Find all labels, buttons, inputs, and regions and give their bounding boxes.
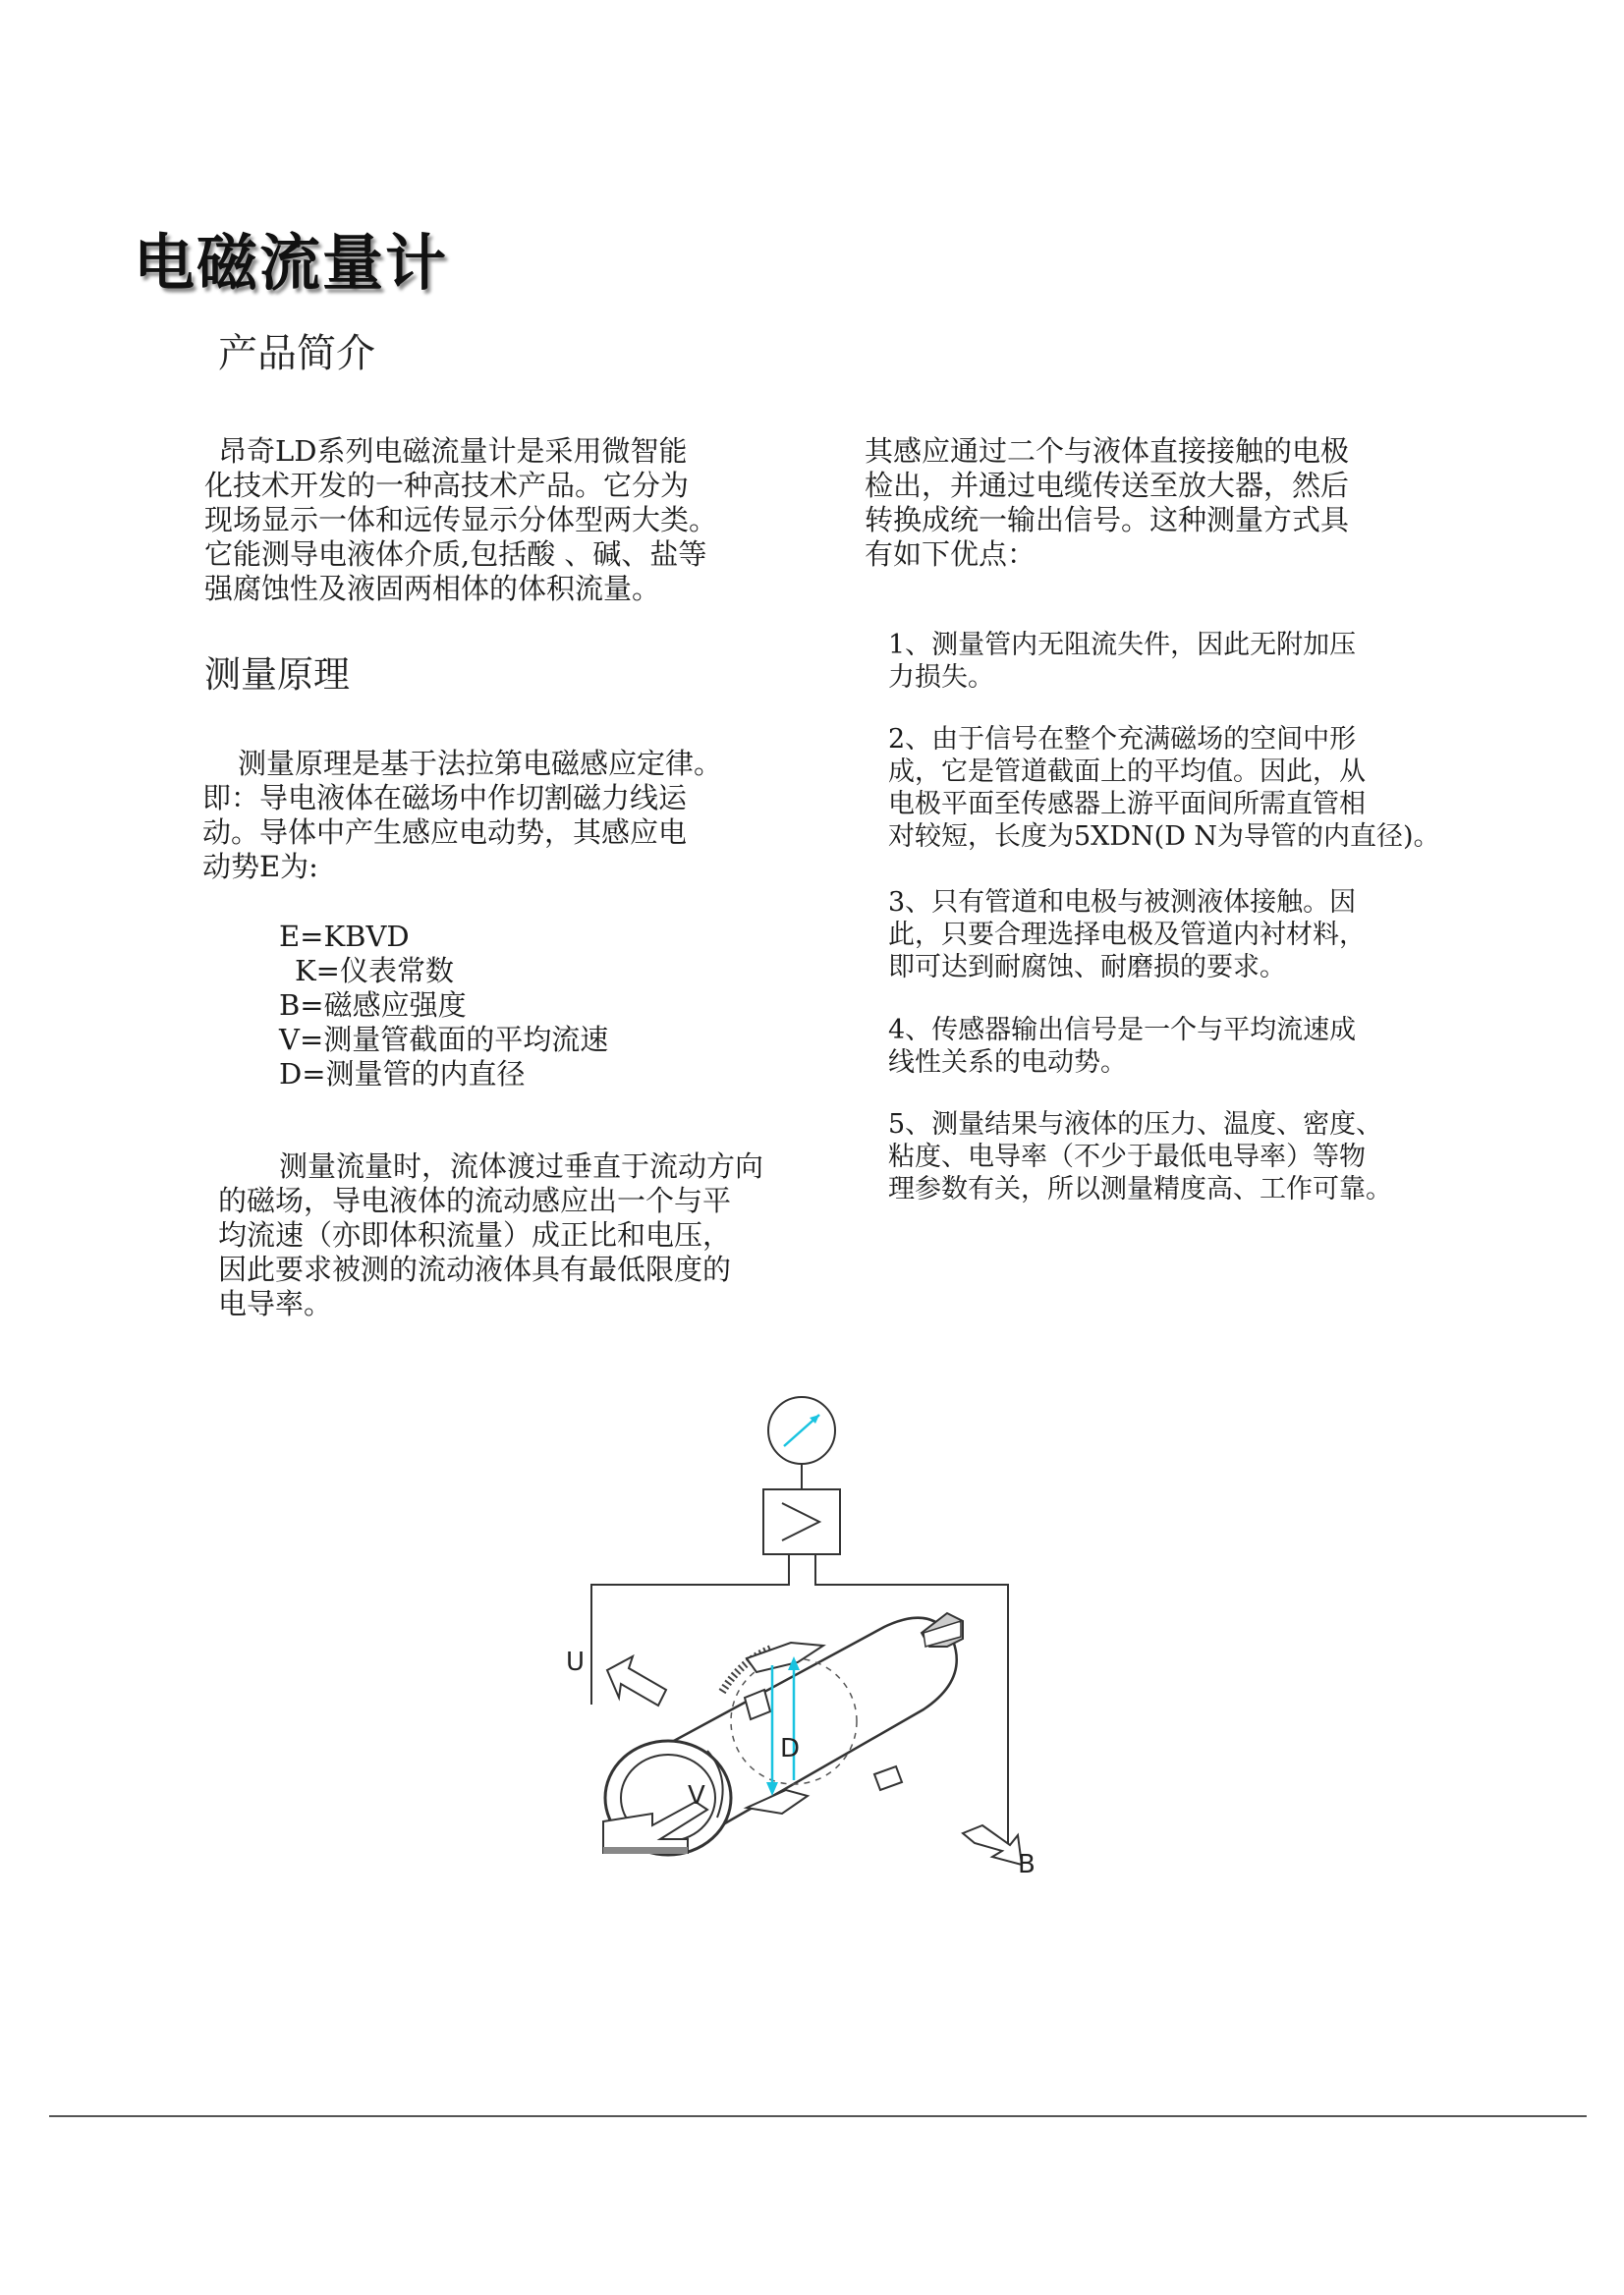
advantage-line: 即可达到耐腐蚀、耐磨损的要求。 [888, 952, 1286, 982]
formula-line: E=KBVD [279, 920, 410, 953]
measure-paragraph [218, 1149, 763, 1321]
advantage-item-2 [888, 723, 1440, 853]
right-line: 其感应通过二个与液体直接接触的电极 [865, 434, 1350, 468]
intro-line: 昂奇LD系列电磁流量计是采用微智能 [218, 434, 688, 468]
intro-heading: 产品简介 [218, 331, 375, 376]
measure-line: 均流速（亦即体积流量）成正比和电压， [218, 1218, 732, 1252]
advantage-line: 1、测量管内无阻流失件，因此无附加压 [888, 630, 1357, 660]
advantage-line: 粘度、电导率（不少于最低电导率）等物 [888, 1142, 1366, 1172]
label-d: D [780, 1734, 801, 1763]
advantage-item-3 [888, 886, 1366, 983]
advantage-line: 电极平面至传感器上游平面间所需直管相 [888, 789, 1366, 819]
principle-line: 动。导体中产生感应电动势，其感应电 [202, 815, 688, 849]
principle-heading: 测量原理 [204, 653, 350, 696]
measure-line: 的磁场，导电液体的流动感应出一个与平 [218, 1184, 732, 1217]
b-arrow-icon [963, 1825, 1022, 1865]
advantage-line: 此，只要合理选择电极及管道内衬材料， [888, 920, 1366, 950]
formula-block [279, 920, 608, 1092]
intro-line: 强腐蚀性及液固两相体的体积流量。 [204, 572, 661, 605]
principle-paragraph [202, 747, 722, 884]
label-u: U [566, 1648, 586, 1677]
footer-divider [49, 2115, 1587, 2117]
advantage-item-4 [888, 1014, 1356, 1079]
amplifier-box [763, 1489, 840, 1554]
pole-block-2 [874, 1766, 902, 1790]
advantage-line: 力损失。 [888, 662, 994, 693]
principle-line: 测量原理是基于法拉第电磁感应定律。 [238, 747, 723, 780]
measure-line: 测量流量时，流体渡过垂直于流动方向 [279, 1149, 764, 1183]
intro-line: 它能测导电液体介质,包括酸 、碱、盐等 [204, 537, 707, 571]
right-line: 有如下优点： [865, 537, 1036, 571]
formula-line: V=测量管截面的平均流速 [279, 1023, 609, 1056]
advantage-line: 理参数有关，所以测量精度高、工作可靠。 [888, 1174, 1392, 1204]
page-title: 电磁流量计 [134, 227, 449, 299]
formula-line: B=磁感应强度 [279, 988, 467, 1022]
intro-line: 化技术开发的一种高技术产品。它分为 [204, 469, 690, 502]
measure-line: 因此要求被测的流动液体具有最低限度的 [218, 1253, 732, 1286]
right-paragraph [865, 434, 1349, 572]
measure-line: 电导率。 [218, 1287, 333, 1320]
advantage-line: 线性关系的电动势。 [888, 1047, 1127, 1078]
advantage-line: 成，它是管道截面上的平均值。因此，从 [888, 756, 1366, 787]
intro-paragraph [204, 434, 717, 606]
advantage-line: 对较短，长度为5XDN(D N为导管的内直径)。 [888, 821, 1440, 852]
principle-line: 即：导电液体在磁场中作切割磁力线运 [202, 781, 688, 814]
advantage-line: 3、只有管道和电极与被测液体接触。因 [888, 887, 1357, 918]
right-line: 检出，并通过电缆传送至放大器，然后 [865, 469, 1350, 502]
intro-line: 现场显示一体和远传显示分体型两大类。 [204, 503, 718, 536]
formula-line: K=仪表常数 [295, 954, 454, 987]
principle-line: 动势E为: [202, 850, 318, 883]
advantage-line: 5、测量结果与液体的压力、温度、密度、 [888, 1109, 1383, 1140]
right-line: 转换成统一输出信号。这种测量方式具 [865, 503, 1350, 536]
label-v: V [688, 1781, 705, 1811]
flowmeter-principle-diagram [550, 1385, 1061, 1886]
formula-line: D=测量管的内直径 [279, 1057, 526, 1091]
advantage-item-5 [888, 1108, 1392, 1205]
u-arrow-icon [607, 1656, 666, 1706]
advantage-line: 4、传感器输出信号是一个与平均流速成 [888, 1015, 1357, 1045]
advantage-line: 2、由于信号在整个充满磁场的空间中形 [888, 724, 1357, 755]
label-b: B [1018, 1850, 1036, 1879]
advantage-item-1 [888, 629, 1356, 694]
